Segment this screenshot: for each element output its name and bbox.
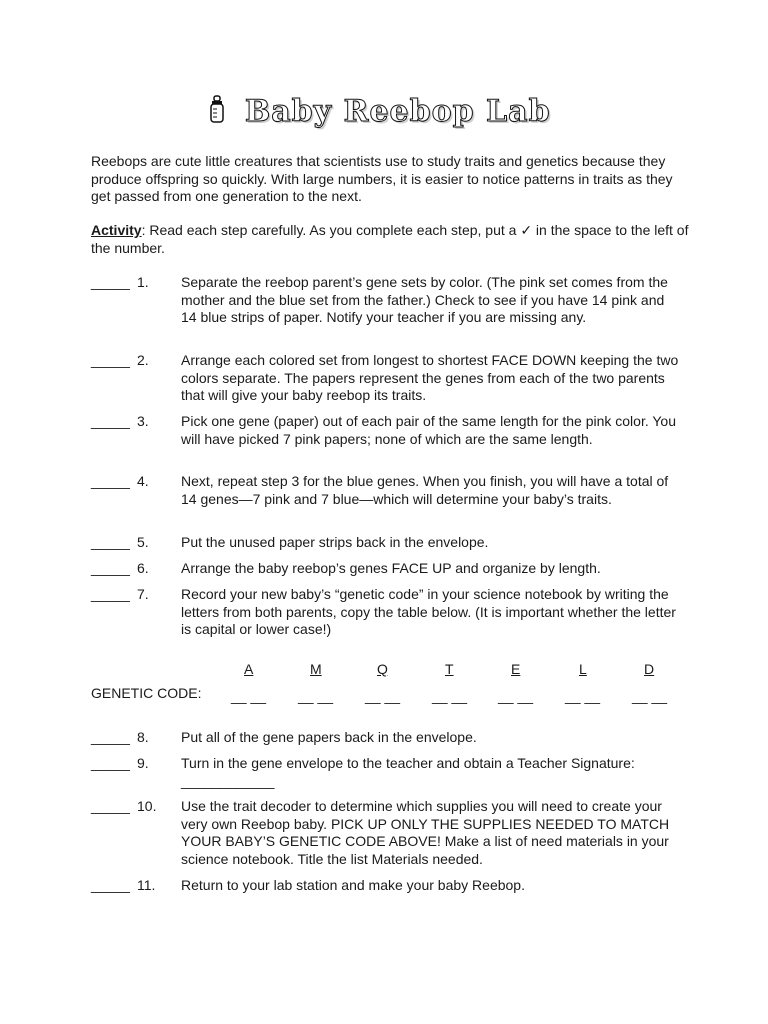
step-text: Use the trait decoder to determine which supplies you will need to create your very own Reebop baby. PICK UP ONLY THE SUPPLIES NEEDED TO MATCH YOUR BABY’S GENETIC CODE ABOVE! Make a list of need materials in your science notebook. Title the list Materials needed. — [181, 798, 670, 867]
step-text: Put the unused paper strips back in the envelope. — [181, 534, 489, 550]
activity-label: Activity — [91, 222, 142, 238]
step-number: 2. — [137, 352, 149, 368]
step-number: 11. — [137, 877, 156, 893]
step-text: Arrange the baby reebop’s genes FACE UP and organize by length. — [181, 560, 601, 576]
step-text: Next, repeat step 3 for the blue genes. When you finish, you will have a total of 14 genes—7 pink and 7 blue—which will determine your baby’s traits. — [181, 473, 669, 507]
gene-letter-header: T — [445, 661, 454, 677]
step-number: 9. — [137, 755, 149, 771]
checkbox-blank[interactable]: _____ — [91, 798, 130, 814]
title-text: Baby Reebop Lab — [244, 94, 551, 129]
step-number: 5. — [137, 534, 149, 550]
step-text: Return to your lab station and make your baby Reebop. — [181, 877, 525, 893]
gene-letter-header: D — [644, 661, 655, 677]
step-number: 8. — [137, 729, 149, 745]
step-text: Put all of the gene papers back in the envelope. — [181, 729, 477, 745]
step-number: 4. — [137, 473, 149, 489]
checkbox-blank[interactable]: _____ — [91, 274, 130, 290]
checkbox-blank[interactable]: _____ — [91, 534, 130, 550]
gene-letter-header: L — [579, 661, 587, 677]
checkbox-blank[interactable]: _____ — [91, 729, 130, 745]
gene-letter-header: Q — [377, 661, 388, 677]
gene-letter-header: A — [244, 661, 254, 677]
step-text: Separate the reebop parent’s gene sets by color. (The pink set comes from the mother and the blue set from the father.) Check to see if you have 14 pink and 14 blue strips of paper. Notify your teacher if you are missing any. — [181, 274, 668, 325]
step-number: 3. — [137, 413, 149, 429]
genetic-code-blank[interactable]: __ __ — [498, 688, 534, 704]
checkbox-blank[interactable]: _____ — [91, 755, 130, 771]
checkbox-blank[interactable]: _____ — [91, 473, 130, 489]
genetic-code-blank[interactable]: __ __ — [365, 688, 401, 704]
genetic-code-label: GENETIC CODE: — [91, 685, 202, 701]
step-number: 10. — [137, 798, 157, 814]
genetic-code-blank[interactable]: __ __ — [432, 688, 468, 704]
gene-letter-header: E — [511, 661, 521, 677]
gene-letter-header: M — [310, 661, 322, 677]
page-title — [0, 92, 768, 131]
step-text: Arrange each colored set from longest to shortest FACE DOWN keeping the two colors separate. The papers represent the genes from each of the two parents that will give your baby reebop its traits. — [181, 352, 679, 403]
checkbox-blank[interactable]: _____ — [91, 560, 130, 576]
genetic-code-blank[interactable]: __ __ — [298, 688, 334, 704]
genetic-code-blank[interactable]: __ __ — [231, 688, 267, 704]
checkbox-blank[interactable]: _____ — [91, 877, 130, 893]
checkbox-blank[interactable]: _____ — [91, 586, 130, 602]
checkbox-blank[interactable]: _____ — [91, 352, 130, 368]
step-text: Turn in the gene envelope to the teacher and obtain a Teacher Signature: ____________ — [181, 755, 635, 789]
genetic-code-blank[interactable]: __ __ — [565, 688, 601, 704]
activity-instructions — [91, 222, 691, 257]
genetic-code-blank[interactable]: __ __ — [632, 688, 668, 704]
step-number: 6. — [137, 560, 149, 576]
step-text: Record your new baby’s “genetic code” in your science notebook by writing the letters from both parents, copy the table below. (It is important whether the letter is capital or lower case!) — [181, 586, 676, 637]
step-number: 7. — [137, 586, 149, 602]
baby-bottle-icon — [209, 95, 225, 131]
step-number: 1. — [137, 274, 149, 290]
activity-text: : Read each step carefully. As you complete each step, put a ✓ in the space to the left of the number. — [91, 222, 689, 256]
checkbox-blank[interactable]: _____ — [91, 413, 130, 429]
intro-paragraph: Reebops are cute little creatures that scientists use to study traits and genetics because they produce offspring so quickly. With large numbers, it is easier to notice patterns in traits as they get passed from one generation to the next. — [91, 153, 673, 204]
step-text: Pick one gene (paper) out of each pair of the same length for the pink color. You will have picked 7 pink papers; none of which are the same length. — [181, 413, 676, 447]
